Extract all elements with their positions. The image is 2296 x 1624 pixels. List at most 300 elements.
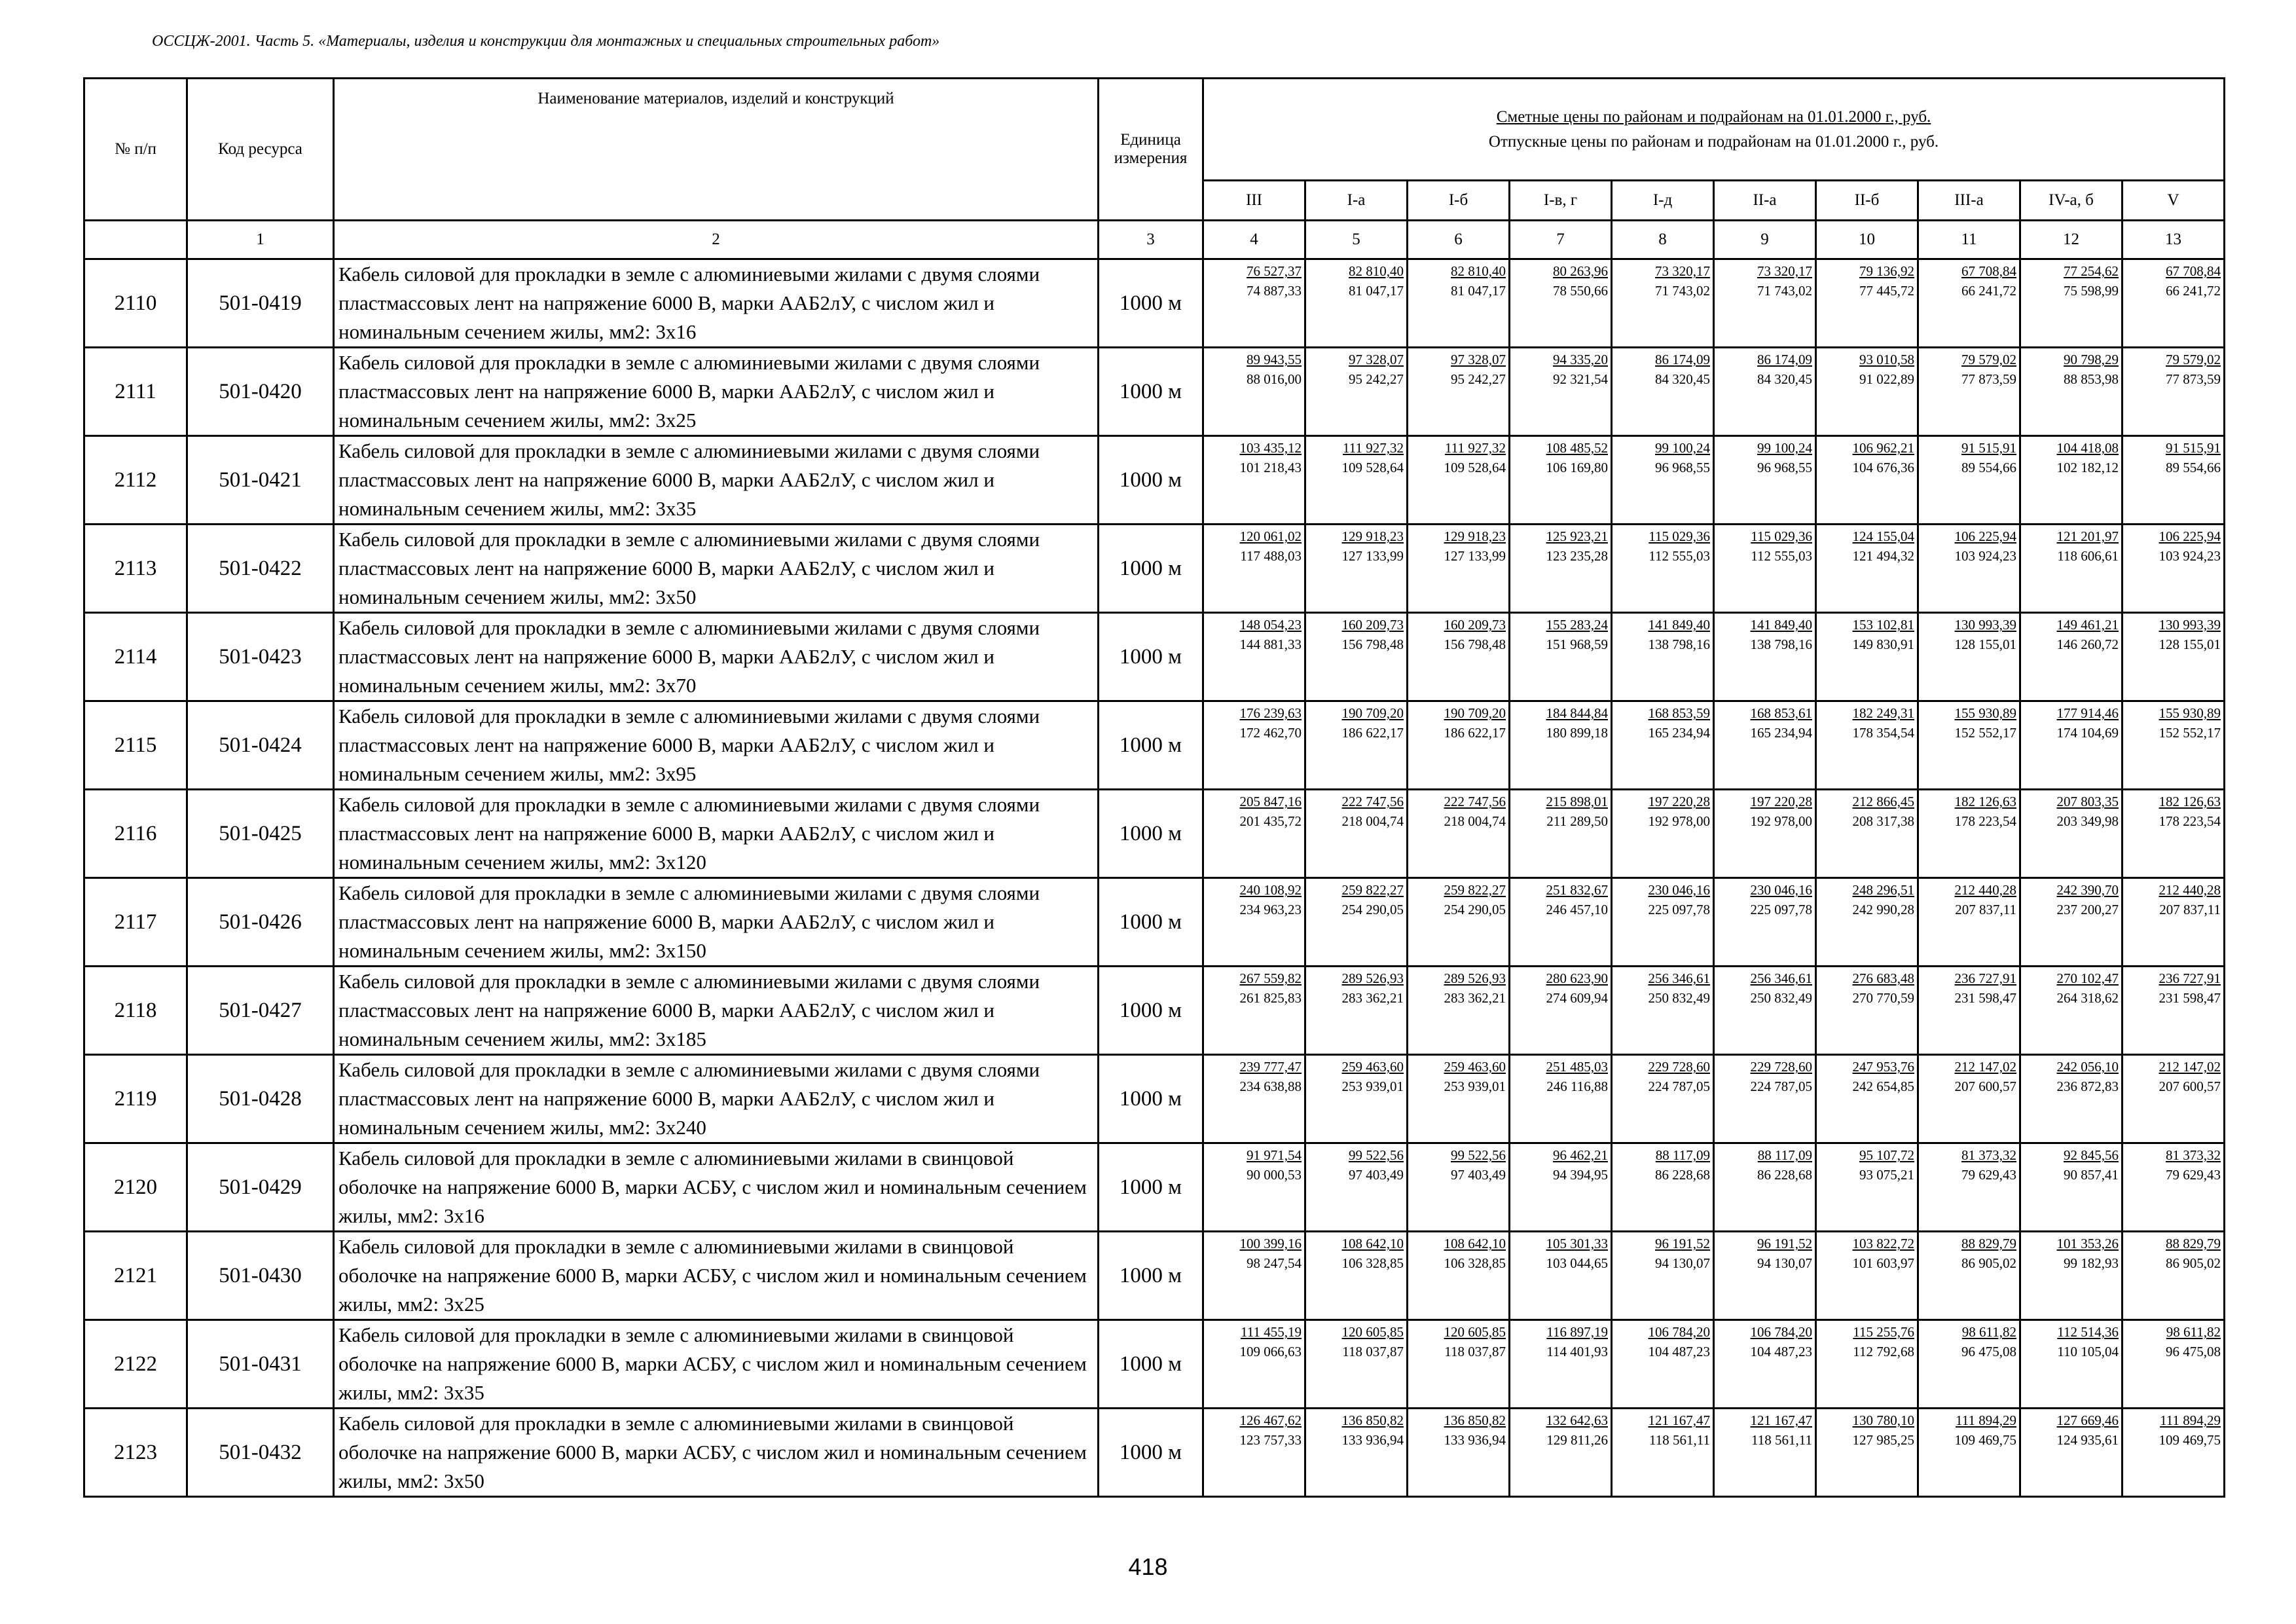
estimate-price: 91 515,91: [1961, 440, 2016, 456]
price-cell: [1714, 259, 1816, 348]
release-price: 242 654,85: [1852, 1079, 1914, 1094]
price-cell: [1714, 1055, 1816, 1143]
material-name: Кабель силовой для прокладки в земле с алюминиевыми жилами с двумя слоями пластмассовых лент на напряжение 6000 В, марки ААБ2лУ, с числом жил и номинальным сечением жилы, мм2: 3х95: [334, 701, 1099, 790]
price-cell: [1918, 436, 2020, 525]
price-cell: [2123, 259, 2225, 348]
release-price: 133 936,94: [1444, 1432, 1506, 1448]
price-cell: [1510, 790, 1612, 878]
release-price: 79 629,43: [1961, 1167, 2016, 1183]
resource-code: 501-0430: [187, 1232, 334, 1320]
estimate-price: 86 174,09: [1655, 352, 1710, 367]
price-cell: [1918, 259, 2020, 348]
release-price: 106 328,85: [1341, 1255, 1404, 1271]
column-number-cell: 13: [2123, 221, 2225, 259]
estimate-price: 240 108,92: [1239, 882, 1302, 898]
resource-code: 501-0422: [187, 525, 334, 613]
release-price: 101 218,43: [1239, 460, 1302, 475]
release-price: 236 872,83: [2056, 1079, 2119, 1094]
estimate-price: 88 829,79: [1961, 1236, 2016, 1251]
release-price: 77 873,59: [1961, 371, 2016, 387]
table-row: [84, 1409, 2225, 1497]
release-price: 118 606,61: [2057, 548, 2119, 564]
price-cell: [2123, 1232, 2225, 1320]
price-cell: [1918, 878, 2020, 967]
release-price: 207 837,11: [2159, 902, 2221, 917]
price-cell: [1510, 613, 1612, 701]
estimate-price: 96 462,21: [1553, 1147, 1608, 1163]
release-price: 95 242,27: [1451, 371, 1506, 387]
price-cell: [1918, 613, 2020, 701]
price-cell: [1510, 1232, 1612, 1320]
price-cell: [1816, 1055, 1918, 1143]
release-price: 128 155,01: [1954, 637, 2016, 652]
estimate-price: 111 927,32: [1445, 440, 1506, 456]
release-price: 104 487,23: [1648, 1344, 1710, 1359]
column-number-cell: 10: [1816, 221, 1918, 259]
release-price: 146 260,72: [2056, 637, 2119, 652]
price-cell: [1203, 878, 1305, 967]
price-cell: [1816, 1320, 1918, 1409]
release-price: 79 629,43: [2166, 1167, 2221, 1183]
release-price: 261 825,83: [1239, 990, 1302, 1006]
estimate-price: 212 440,28: [1954, 882, 2016, 898]
estimate-price: 197 220,28: [1750, 794, 1812, 809]
estimate-price: 86 174,09: [1757, 352, 1812, 367]
estimate-price: 259 822,27: [1341, 882, 1404, 898]
release-price: 149 830,91: [1852, 637, 1914, 652]
release-price: 224 787,05: [1750, 1079, 1812, 1094]
resource-code: 501-0428: [187, 1055, 334, 1143]
price-cell: [1203, 1055, 1305, 1143]
price-cell: [1305, 436, 1408, 525]
material-name: Кабель силовой для прокладки в земле с алюминиевыми жилами в свинцовой оболочке на напряжение 6000 В, марки АСБУ, с числом жил и номинальным сечением жилы, мм2: 3х16: [334, 1143, 1099, 1232]
estimate-price: 99 522,56: [1451, 1147, 1506, 1163]
release-price: 225 097,78: [1648, 902, 1710, 917]
estimate-price: 259 463,60: [1341, 1059, 1404, 1075]
region-header: IV-а, б: [2020, 181, 2123, 221]
estimate-price: 155 930,89: [1954, 705, 2016, 721]
release-price: 114 401,93: [1546, 1344, 1608, 1359]
material-name: Кабель силовой для прокладки в земле с алюминиевыми жилами в свинцовой оболочке на напряжение 6000 В, марки АСБУ, с числом жил и номинальным сечением жилы, мм2: 3х25: [334, 1232, 1099, 1320]
material-name: Кабель силовой для прокладки в земле с алюминиевыми жилами с двумя слоями пластмассовых лент на напряжение 6000 В, марки ААБ2лУ, с числом жил и номинальным сечением жилы, мм2: 3х150: [334, 878, 1099, 967]
release-price: 207 600,57: [1954, 1079, 2016, 1094]
release-price: 96 475,08: [1961, 1344, 2016, 1359]
release-price: 127 133,99: [1444, 548, 1506, 564]
estimate-price: 182 126,63: [1954, 794, 2016, 809]
release-price: 192 978,00: [1648, 813, 1710, 829]
estimate-price: 251 832,67: [1546, 882, 1608, 898]
estimate-price: 121 167,47: [1750, 1412, 1812, 1428]
material-name: Кабель силовой для прокладки в земле с алюминиевыми жилами с двумя слоями пластмассовых лент на напряжение 6000 В, марки ААБ2лУ, с числом жил и номинальным сечением жилы, мм2: 3х120: [334, 790, 1099, 878]
price-cell: [1510, 1320, 1612, 1409]
estimate-price: 184 844,84: [1546, 705, 1608, 721]
resource-code: 501-0425: [187, 790, 334, 878]
table-row: [84, 967, 2225, 1055]
release-price: 121 494,32: [1852, 548, 1914, 564]
material-name: Кабель силовой для прокладки в земле с алюминиевыми жилами с двумя слоями пластмассовых лент на напряжение 6000 В, марки ААБ2лУ, с числом жил и номинальным сечением жилы, мм2: 3х70: [334, 613, 1099, 701]
price-cell: [2020, 1232, 2123, 1320]
estimate-price: 112 514,36: [2057, 1324, 2119, 1340]
release-price: 156 798,48: [1444, 637, 1506, 652]
price-cell: [1408, 1320, 1510, 1409]
column-number-cell: 6: [1408, 221, 1510, 259]
row-number: 2117: [84, 878, 187, 967]
price-cell: [1816, 1232, 1918, 1320]
estimate-price: 96 191,52: [1757, 1236, 1812, 1251]
estimate-price: 132 642,63: [1546, 1412, 1608, 1428]
release-price: 96 968,55: [1757, 460, 1812, 475]
column-number-cell: [84, 221, 187, 259]
price-cell: [1510, 348, 1612, 436]
price-cell: [1714, 1232, 1816, 1320]
price-cell: [1203, 790, 1305, 878]
unit-cell: 1000 м: [1099, 525, 1203, 613]
release-price: 103 924,23: [2159, 548, 2221, 564]
row-number: 2115: [84, 701, 187, 790]
estimate-price: 97 328,07: [1451, 352, 1506, 367]
estimate-price: 101 353,26: [2056, 1236, 2119, 1251]
estimate-price: 141 849,40: [1648, 617, 1710, 633]
estimate-price: 93 010,58: [1859, 352, 1914, 367]
unit-cell: 1000 м: [1099, 613, 1203, 701]
release-price: 225 097,78: [1750, 902, 1812, 917]
release-price: 86 228,68: [1655, 1167, 1710, 1183]
price-cell: [1408, 613, 1510, 701]
estimate-price: 207 803,35: [2056, 794, 2119, 809]
estimate-price: 99 100,24: [1757, 440, 1812, 456]
price-cell: [1510, 1143, 1612, 1232]
estimate-price: 129 918,23: [1341, 528, 1404, 544]
estimate-price: 106 225,94: [2159, 528, 2221, 544]
price-cell: [1714, 348, 1816, 436]
release-price: 201 435,72: [1239, 813, 1302, 829]
estimate-price: 73 320,17: [1757, 263, 1812, 279]
price-cell: [1714, 1409, 1816, 1497]
release-price: 138 798,16: [1648, 637, 1710, 652]
release-price: 93 075,21: [1859, 1167, 1914, 1183]
release-price: 94 130,07: [1757, 1255, 1812, 1271]
price-cell: [1203, 1409, 1305, 1497]
estimate-price: 190 709,20: [1444, 705, 1506, 721]
prices-estimate-label: Сметные цены по районам и подрайонам на 01.01.2000 г., руб.: [1496, 107, 1931, 126]
estimate-price: 81 373,32: [2166, 1147, 2221, 1163]
table-row: [84, 1320, 2225, 1409]
estimate-price: 80 263,96: [1553, 263, 1608, 279]
release-price: 270 770,59: [1852, 990, 1914, 1006]
release-price: 253 939,01: [1341, 1079, 1404, 1094]
release-price: 99 182,93: [2064, 1255, 2119, 1271]
price-cell: [1305, 1055, 1408, 1143]
estimate-price: 251 485,03: [1546, 1059, 1608, 1075]
estimate-price: 106 962,21: [1852, 440, 1914, 456]
price-cell: [1408, 701, 1510, 790]
table-row: [84, 259, 2225, 348]
estimate-price: 136 850,82: [1444, 1412, 1506, 1428]
release-price: 77 873,59: [2166, 371, 2221, 387]
table-row: [84, 348, 2225, 436]
material-name: Кабель силовой для прокладки в земле с алюминиевыми жилами с двумя слоями пластмассовых лент на напряжение 6000 В, марки ААБ2лУ, с числом жил и номинальным сечением жилы, мм2: 3х185: [334, 967, 1099, 1055]
price-cell: [1305, 967, 1408, 1055]
release-price: 133 936,94: [1341, 1432, 1404, 1448]
estimate-price: 115 029,36: [1649, 528, 1710, 544]
release-price: 89 554,66: [1961, 460, 2016, 475]
col-header-code: Код ресурса: [187, 79, 334, 221]
price-cell: [1918, 1320, 2020, 1409]
estimate-price: 121 201,97: [2056, 528, 2119, 544]
release-price: 118 561,11: [1751, 1432, 1812, 1448]
release-price: 81 047,17: [1349, 283, 1404, 299]
release-price: 112 555,03: [1751, 548, 1812, 564]
price-cell: [2123, 525, 2225, 613]
release-price: 207 837,11: [1955, 902, 2016, 917]
estimate-price: 182 249,31: [1852, 705, 1914, 721]
price-cell: [1305, 1320, 1408, 1409]
estimate-price: 242 390,70: [2056, 882, 2119, 898]
column-number-cell: 12: [2020, 221, 2123, 259]
release-price: 242 990,28: [1852, 902, 1914, 917]
release-price: 86 905,02: [1961, 1255, 2016, 1271]
estimate-price: 136 850,82: [1341, 1412, 1404, 1428]
price-cell: [1612, 1320, 1714, 1409]
resource-code: 501-0421: [187, 436, 334, 525]
price-cell: [1510, 259, 1612, 348]
price-cell: [2020, 701, 2123, 790]
estimate-price: 247 953,76: [1852, 1059, 1914, 1075]
release-price: 94 130,07: [1655, 1255, 1710, 1271]
region-header: I-а: [1305, 181, 1408, 221]
price-cell: [1714, 701, 1816, 790]
estimate-price: 130 993,39: [1954, 617, 2016, 633]
price-cell: [2123, 878, 2225, 967]
estimate-price: 168 853,61: [1750, 705, 1812, 721]
release-price: 127 133,99: [1341, 548, 1404, 564]
price-cell: [2123, 613, 2225, 701]
estimate-price: 100 399,16: [1239, 1236, 1302, 1251]
unit-cell: 1000 м: [1099, 967, 1203, 1055]
price-cell: [2123, 436, 2225, 525]
resource-code: 501-0431: [187, 1320, 334, 1409]
estimate-price: 129 918,23: [1444, 528, 1506, 544]
table-row: [84, 1055, 2225, 1143]
price-cell: [1305, 259, 1408, 348]
column-number-row: [84, 221, 2225, 259]
estimate-price: 120 605,85: [1444, 1324, 1506, 1340]
estimate-price: 88 117,09: [1757, 1147, 1812, 1163]
release-price: 71 743,02: [1655, 283, 1710, 299]
release-price: 207 600,57: [2159, 1079, 2221, 1094]
price-cell: [1510, 1409, 1612, 1497]
table-row: [84, 613, 2225, 701]
release-price: 165 234,94: [1648, 725, 1710, 741]
price-cell: [1408, 1143, 1510, 1232]
estimate-price: 97 328,07: [1349, 352, 1404, 367]
col-header-name: Наименование материалов, изделий и конструкций: [334, 79, 1099, 221]
estimate-price: 106 225,94: [1954, 528, 2016, 544]
price-cell: [1816, 701, 1918, 790]
estimate-price: 111 455,19: [1241, 1324, 1302, 1340]
price-cell: [2123, 967, 2225, 1055]
release-price: 152 552,17: [1954, 725, 2016, 741]
estimate-price: 229 728,60: [1750, 1059, 1812, 1075]
release-price: 211 289,50: [1546, 813, 1608, 829]
price-cell: [1612, 878, 1714, 967]
region-header: I-в, г: [1510, 181, 1612, 221]
release-price: 127 985,25: [1852, 1432, 1914, 1448]
material-name: Кабель силовой для прокладки в земле с алюминиевыми жилами с двумя слоями пластмассовых лент на напряжение 6000 В, марки ААБ2лУ, с числом жил и номинальным сечением жилы, мм2: 3х25: [334, 348, 1099, 436]
release-price: 237 200,27: [2056, 902, 2119, 917]
estimate-price: 160 209,73: [1341, 617, 1404, 633]
column-number-cell: 9: [1714, 221, 1816, 259]
estimate-price: 81 373,32: [1961, 1147, 2016, 1163]
estimate-price: 103 822,72: [1852, 1236, 1914, 1251]
estimate-price: 88 829,79: [2166, 1236, 2221, 1251]
price-cell: [1612, 1055, 1714, 1143]
unit-cell: 1000 м: [1099, 259, 1203, 348]
estimate-price: 91 971,54: [1247, 1147, 1302, 1163]
release-price: 109 528,64: [1444, 460, 1506, 475]
release-price: 246 116,88: [1546, 1079, 1608, 1094]
release-price: 208 317,38: [1852, 813, 1914, 829]
price-cell: [1816, 613, 1918, 701]
release-price: 180 899,18: [1546, 725, 1608, 741]
estimate-price: 82 810,40: [1451, 263, 1506, 279]
row-number: 2122: [84, 1320, 187, 1409]
price-cell: [1305, 1409, 1408, 1497]
price-cell: [1510, 701, 1612, 790]
price-cell: [1203, 525, 1305, 613]
price-cell: [1203, 1320, 1305, 1409]
release-price: 104 487,23: [1750, 1344, 1812, 1359]
table-body: [84, 259, 2225, 1497]
row-number: 2120: [84, 1143, 187, 1232]
price-cell: [1816, 1409, 1918, 1497]
release-price: 178 354,54: [1852, 725, 1914, 741]
estimate-price: 79 579,02: [2166, 352, 2221, 367]
region-header: II-б: [1816, 181, 1918, 221]
price-cell: [1203, 1143, 1305, 1232]
table-row: [84, 790, 2225, 878]
price-cell: [1408, 1409, 1510, 1497]
release-price: 104 676,36: [1852, 460, 1914, 475]
release-price: 75 598,99: [2064, 283, 2119, 299]
price-cell: [1408, 436, 1510, 525]
release-price: 234 638,88: [1239, 1079, 1302, 1094]
material-name: Кабель силовой для прокладки в земле с алюминиевыми жилами с двумя слоями пластмассовых лент на напряжение 6000 В, марки ААБ2лУ, с числом жил и номинальным сечением жилы, мм2: 3х240: [334, 1055, 1099, 1143]
estimate-price: 212 440,28: [2159, 882, 2221, 898]
resource-code: 501-0432: [187, 1409, 334, 1497]
estimate-price: 130 780,10: [1852, 1412, 1914, 1428]
col-header-prices: [1203, 79, 2225, 181]
release-price: 283 362,21: [1341, 990, 1404, 1006]
estimate-price: 95 107,72: [1859, 1147, 1914, 1163]
price-cell: [1203, 613, 1305, 701]
price-cell: [1816, 967, 1918, 1055]
release-price: 74 887,33: [1247, 283, 1302, 299]
table-row: [84, 701, 2225, 790]
release-price: 96 968,55: [1655, 460, 1710, 475]
release-price: 77 445,72: [1859, 283, 1914, 299]
price-cell: [1714, 1320, 1816, 1409]
estimate-price: 94 335,20: [1553, 352, 1608, 367]
price-cell: [1714, 790, 1816, 878]
row-number: 2123: [84, 1409, 187, 1497]
column-number-cell: 3: [1099, 221, 1203, 259]
price-cell: [2020, 525, 2123, 613]
price-cell: [1305, 613, 1408, 701]
release-price: 112 555,03: [1649, 548, 1710, 564]
estimate-price: 127 669,46: [2056, 1412, 2119, 1428]
estimate-price: 289 526,93: [1444, 970, 1506, 986]
price-cell: [1918, 701, 2020, 790]
release-price: 129 811,26: [1546, 1432, 1608, 1448]
price-cell: [1510, 436, 1612, 525]
release-price: 90 000,53: [1247, 1167, 1302, 1183]
region-header: III-а: [1918, 181, 2020, 221]
price-cell: [1612, 790, 1714, 878]
price-cell: [1816, 525, 1918, 613]
release-price: 186 622,17: [1444, 725, 1506, 741]
price-cell: [1714, 1143, 1816, 1232]
estimate-price: 108 642,10: [1341, 1236, 1404, 1251]
release-price: 174 104,69: [2056, 725, 2119, 741]
release-price: 274 609,94: [1546, 990, 1608, 1006]
release-price: 102 182,12: [2056, 460, 2119, 475]
prices-release-label: Отпускные цены по районам и подрайонам на 01.01.2000 г., руб.: [1488, 132, 1939, 151]
estimate-price: 115 255,76: [1853, 1324, 1914, 1340]
price-table: [83, 77, 2225, 1498]
price-cell: [2123, 790, 2225, 878]
price-cell: [2123, 1055, 2225, 1143]
release-price: 109 528,64: [1341, 460, 1404, 475]
estimate-price: 126 467,62: [1239, 1412, 1302, 1428]
price-cell: [1408, 1055, 1510, 1143]
estimate-price: 148 054,23: [1239, 617, 1302, 633]
release-price: 128 155,01: [2159, 637, 2221, 652]
price-cell: [1408, 790, 1510, 878]
estimate-price: 99 522,56: [1349, 1147, 1404, 1163]
estimate-price: 108 642,10: [1444, 1236, 1506, 1251]
estimate-price: 125 923,21: [1546, 528, 1608, 544]
release-price: 231 598,47: [1954, 990, 2016, 1006]
estimate-price: 153 102,81: [1852, 617, 1914, 633]
release-price: 97 403,49: [1349, 1167, 1404, 1183]
price-cell: [2020, 613, 2123, 701]
release-price: 91 022,89: [1859, 371, 1914, 387]
price-cell: [1203, 348, 1305, 436]
price-cell: [1918, 1055, 2020, 1143]
estimate-price: 229 728,60: [1648, 1059, 1710, 1075]
price-cell: [2123, 1320, 2225, 1409]
price-cell: [2020, 436, 2123, 525]
price-cell: [1612, 259, 1714, 348]
row-number: 2110: [84, 259, 187, 348]
release-price: 264 318,62: [2056, 990, 2119, 1006]
column-number-cell: 11: [1918, 221, 2020, 259]
price-cell: [1816, 259, 1918, 348]
price-cell: [1816, 1143, 1918, 1232]
release-price: 94 394,95: [1553, 1167, 1608, 1183]
price-cell: [1714, 613, 1816, 701]
release-price: 88 016,00: [1247, 371, 1302, 387]
estimate-price: 67 708,84: [2166, 263, 2221, 279]
estimate-price: 96 191,52: [1655, 1236, 1710, 1251]
price-cell: [2020, 259, 2123, 348]
release-price: 156 798,48: [1341, 637, 1404, 652]
document-header: ОССЦЖ-2001. Часть 5. «Материалы, изделия и конструкции для монтажных и специальных строительных работ»: [152, 33, 940, 50]
release-price: 84 320,45: [1757, 371, 1812, 387]
release-price: 250 832,49: [1750, 990, 1812, 1006]
price-cell: [1918, 1143, 2020, 1232]
